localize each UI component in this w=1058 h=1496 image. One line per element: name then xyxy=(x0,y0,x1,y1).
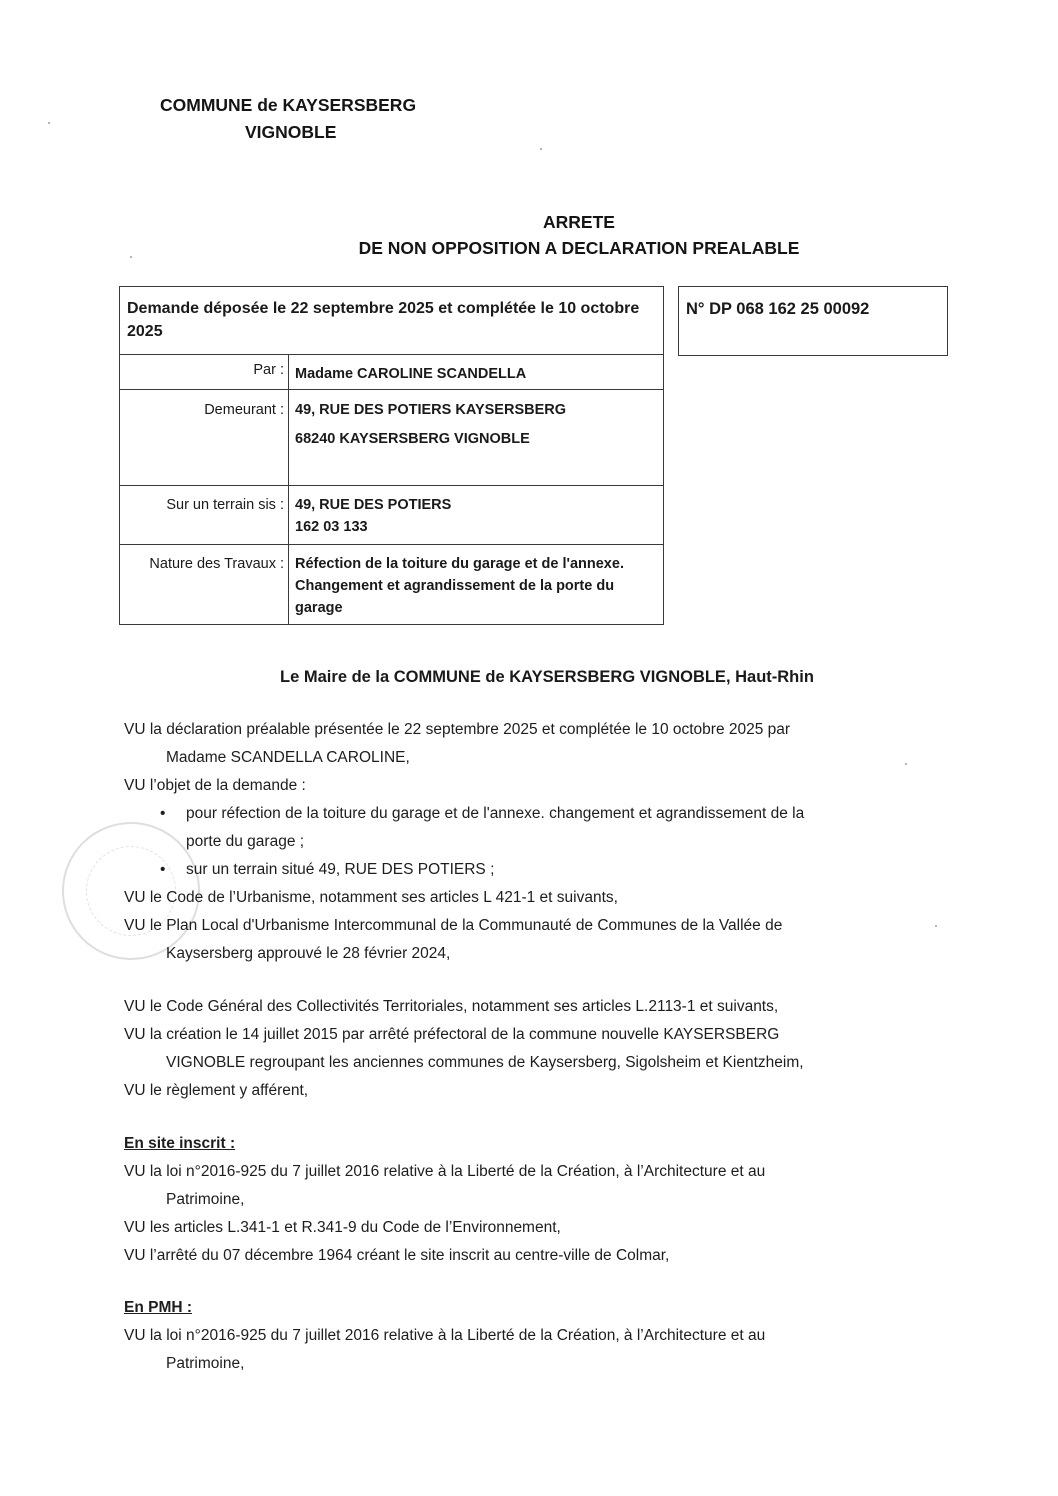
table-row xyxy=(120,355,664,390)
row-label: Demeurant : xyxy=(120,390,289,486)
visa-cgct: VU le Code Général des Collectivités Territoriales, notamment ses articles L.2113-1 et suivants, xyxy=(124,998,779,1015)
commune-header xyxy=(160,92,416,146)
value-line: garage xyxy=(295,600,343,616)
visa-text-cont: Patrimoine, xyxy=(166,1355,245,1372)
row-label: Sur un terrain sis : xyxy=(120,486,289,545)
visa-text: VU le Plan Local d'Urbanisme Intercommunal de la Communauté de Communes de la Vallée de xyxy=(124,917,783,934)
scan-speck xyxy=(48,122,50,124)
visa-text: VU la création le 14 juillet 2015 par arrêté préfectoral de la commune nouvelle KAYSERSBERG xyxy=(124,1026,780,1043)
visa-arrete-1964: VU l’arrêté du 07 décembre 1964 créant le site inscrit au centre-ville de Colmar, xyxy=(124,1247,670,1264)
visa-loi-2016 xyxy=(124,1158,920,1214)
visa-text-cont: Patrimoine, xyxy=(166,1191,245,1208)
land-location xyxy=(289,486,664,545)
works-nature xyxy=(289,545,664,625)
request-dates: Demande déposée le 22 septembre 2025 et complétée le 10 octobre 2025 xyxy=(120,287,664,355)
value-line: 49, RUE DES POTIERS xyxy=(295,497,452,513)
bullet-icon: • xyxy=(160,861,166,878)
applicant-address xyxy=(289,390,664,486)
visa-text: VU la déclaration préalable présentée le 22 septembre 2025 et complétée le 10 octobre 2025 par xyxy=(124,721,791,738)
value-line: 49, RUE DES POTIERS KAYSERSBERG xyxy=(295,402,567,418)
commune-name-line2: VIGNOBLE xyxy=(245,122,337,142)
visa-reglement: VU le règlement y afférent, xyxy=(124,1082,309,1099)
row-label: Nature des Travaux : xyxy=(120,545,289,625)
visa-code-urbanisme: VU le Code de l’Urbanisme, notamment ses articles L 421-1 et suivants, xyxy=(124,889,618,906)
visa-code-environnement: VU les articles L.341-1 et R.341-9 du Code de l’Environnement, xyxy=(124,1219,561,1236)
section-heading: En PMH : xyxy=(124,1299,193,1316)
table-row xyxy=(120,545,664,625)
visa-text-cont: Madame SCANDELLA CAROLINE, xyxy=(166,749,410,766)
scan-speck xyxy=(540,148,542,150)
document-subtitle: DE NON OPPOSITION A DECLARATION PREALABLE xyxy=(358,238,800,258)
visa-text-cont: VIGNOBLE regroupant les anciennes communes de Kaysersberg, Sigolsheim et Kientzheim, xyxy=(166,1054,804,1071)
pmh-section xyxy=(124,1294,920,1378)
visas-section-2 xyxy=(124,993,920,1105)
table-row xyxy=(120,486,664,545)
bullet-text-cont: porte du garage ; xyxy=(186,833,305,850)
visa-text: VU la loi n°2016-925 du 7 juillet 2016 relative à la Liberté de la Création, à l’Architecture et au xyxy=(124,1327,766,1344)
list-item xyxy=(124,856,920,884)
visas-section xyxy=(124,716,920,968)
visa-text: VU la loi n°2016-925 du 7 juillet 2016 relative à la Liberté de la Création, à l’Architecture et au xyxy=(124,1163,766,1180)
visa-loi-2016 xyxy=(124,1322,920,1378)
commune-name: COMMUNE de KAYSERSBERG xyxy=(160,95,417,115)
scan-speck xyxy=(905,763,907,765)
dossier-number: N° DP 068 162 25 00092 xyxy=(678,286,948,356)
visa-creation-commune xyxy=(124,1021,920,1077)
scan-speck xyxy=(130,256,132,258)
bullet-icon: • xyxy=(160,805,166,822)
value-line: Madame CAROLINE SCANDELLA xyxy=(295,366,527,382)
visa-object: VU l’objet de la demande : xyxy=(124,777,306,794)
document-title: ARRETE xyxy=(543,212,615,232)
section-heading: En site inscrit : xyxy=(124,1135,236,1152)
table-row xyxy=(120,390,664,486)
visa-plui xyxy=(124,912,920,968)
bullet-text: pour réfection de la toiture du garage et de l'annexe. changement et agrandissement de la xyxy=(186,805,805,822)
table-heading-row xyxy=(120,287,664,355)
value-line: Changement et agrandissement de la porte du xyxy=(295,578,615,594)
applicant-name xyxy=(289,355,664,390)
site-inscrit-section xyxy=(124,1130,920,1270)
value-line: 68240 KAYSERSBERG VIGNOBLE xyxy=(295,431,530,447)
scan-speck xyxy=(935,925,937,927)
mayor-heading: Le Maire de la COMMUNE de KAYSERSBERG VIGNOBLE, Haut-Rhin xyxy=(280,668,814,686)
visa-declaration xyxy=(124,716,920,772)
value-line: 162 03 133 xyxy=(295,519,368,535)
bullet-text: sur un terrain situé 49, RUE DES POTIERS ; xyxy=(186,861,495,878)
value-line: Réfection de la toiture du garage et de l'annexe. xyxy=(295,556,624,572)
visa-text-cont: Kaysersberg approuvé le 28 février 2024, xyxy=(166,945,451,962)
list-item xyxy=(124,800,920,856)
request-info-table xyxy=(119,286,664,625)
row-label: Par : xyxy=(120,355,289,390)
